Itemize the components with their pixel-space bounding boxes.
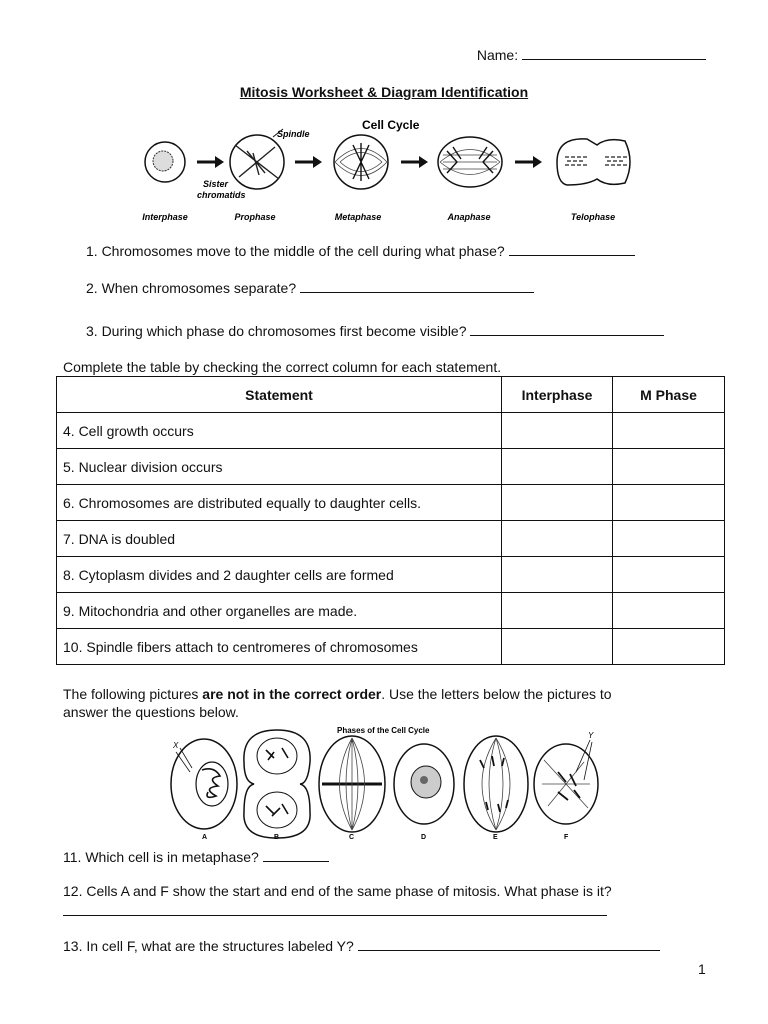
cell-d [394,744,454,824]
interphase-check-cell[interactable] [502,557,613,593]
table-row [57,449,725,485]
statement-cell: 8. Cytoplasm divides and 2 daughter cells are formed [57,557,502,593]
letter-a: A [202,834,208,841]
interphase-check-cell[interactable] [502,449,613,485]
phase-label-telophase: Telophase [570,212,616,222]
statement-cell: 7. DNA is doubled [57,521,502,557]
interphase-check-cell[interactable] [502,593,613,629]
cell-c [319,736,385,832]
letter-f: F [564,834,569,841]
spindle-label: Spindle [277,129,310,139]
order-note-part1: The following pictures [63,686,203,702]
header-statement: Statement [57,377,502,413]
page-number: 1 [698,961,706,977]
table-row [57,413,725,449]
m-phase-check-cell[interactable] [613,629,725,665]
question-12 [63,883,612,899]
cell-cycle-diagram [135,115,635,227]
table-row [57,485,725,521]
question-13-answer[interactable] [358,938,660,951]
question-2-answer[interactable] [300,280,534,293]
statement-cell: 10. Spindle fibers attach to centromeres of chromosomes [57,629,502,665]
m-phase-check-cell[interactable] [613,593,725,629]
question-12-text: 12. Cells A and F show the start and end of the same phase of mitosis. What phase is it? [63,883,612,899]
question-1-text: 1. Chromosomes move to the middle of the cell during what phase? [86,243,505,259]
m-phase-check-cell[interactable] [613,413,725,449]
phases-title: Phases of the Cell Cycle [337,726,430,735]
name-blank[interactable] [522,47,706,60]
name-field[interactable] [477,47,706,63]
letter-d: D [421,834,427,841]
table-row [57,629,725,665]
letter-c: C [349,834,355,841]
question-1-answer[interactable] [509,243,635,256]
question-3-text: 3. During which phase do chromosomes first become visible? [86,323,467,339]
sister-label-2: chromatids [197,190,246,200]
m-phase-check-cell[interactable] [613,557,725,593]
phase-table [56,376,725,665]
header-interphase: Interphase [502,377,613,413]
m-phase-check-cell[interactable] [613,521,725,557]
cell-e [464,736,528,832]
phases-diagram [162,722,612,842]
phase-label-anaphase: Anaphase [447,212,491,222]
table-row [57,521,725,557]
statement-cell: 4. Cell growth occurs [57,413,502,449]
question-11-answer[interactable] [263,849,329,862]
table-header-row [57,377,725,413]
question-3-answer[interactable] [470,323,664,336]
x-label: X [173,741,179,750]
table-instruction: Complete the table by checking the correct column for each statement. [63,359,502,375]
order-note-bold: are not in the correct order [202,686,382,702]
order-note-line2: answer the questions below. [63,704,239,720]
name-label: Name: [476,47,519,63]
page-title: Mitosis Worksheet & Diagram Identification [239,84,529,100]
question-2-text: 2. When chromosomes separate? [86,280,297,296]
m-phase-check-cell[interactable] [613,449,725,485]
interphase-cell [145,142,185,182]
m-phase-check-cell[interactable] [613,485,725,521]
question-1 [86,243,635,259]
question-12-answer[interactable] [63,903,607,916]
letter-b: B [274,834,280,841]
phase-label-interphase: Interphase [142,212,188,222]
statement-cell: 6. Chromosomes are distributed equally to daughter cells. [57,485,502,521]
interphase-check-cell[interactable] [502,413,613,449]
letter-e: E [493,834,498,841]
statement-cell: 5. Nuclear division occurs [57,449,502,485]
cell-cycle-title: Cell Cycle [362,118,420,132]
phase-label-metaphase: Metaphase [334,212,382,222]
cell-f [534,740,598,824]
interphase-check-cell[interactable] [502,521,613,557]
prophase-cell [230,129,284,189]
question-13 [63,938,660,954]
order-note [63,685,703,721]
y-label: Y [588,731,594,740]
table-row [57,557,725,593]
interphase-check-cell[interactable] [502,629,613,665]
cell-b [244,730,310,838]
anaphase-cell [438,137,502,187]
order-note-part2: . Use the letters below the pictures to [381,686,612,702]
phase-label-prophase: Prophase [234,212,276,222]
question-2 [86,280,534,296]
question-11 [63,849,329,865]
sister-label-1: Sister [203,179,229,189]
cell-a [171,739,237,829]
statement-cell: 9. Mitochondria and other organelles are made. [57,593,502,629]
telophase-cell [557,139,630,185]
header-m-phase: M Phase [613,377,725,413]
interphase-check-cell[interactable] [502,485,613,521]
question-3 [86,323,664,339]
question-11-text: 11. Which cell is in metaphase? [63,849,259,865]
metaphase-cell [334,135,388,189]
question-13-text: 13. In cell F, what are the structures labeled Y? [63,938,354,954]
table-row [57,593,725,629]
